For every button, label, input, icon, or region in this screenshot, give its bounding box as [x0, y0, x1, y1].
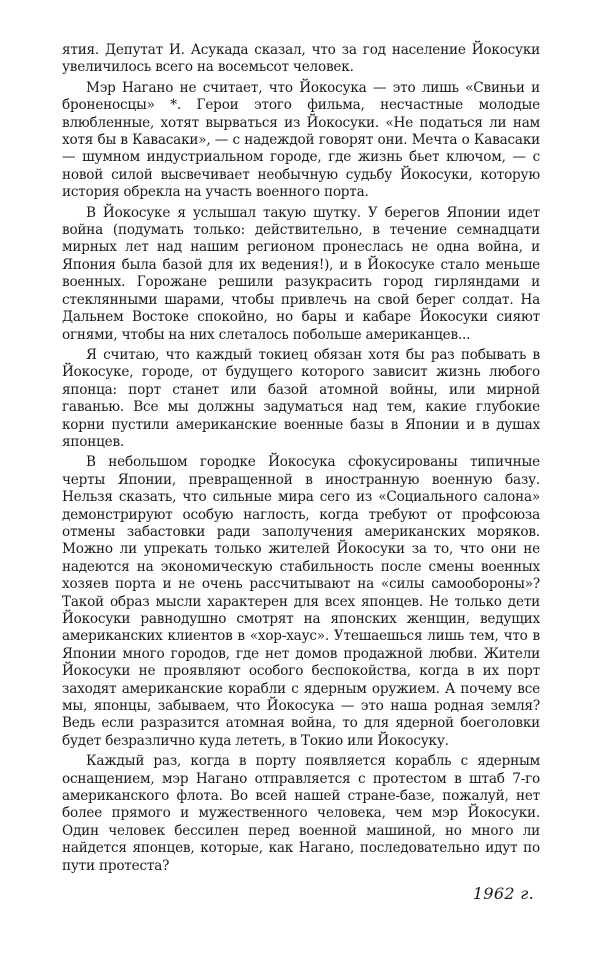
paragraph-mayor-nagano: Мэр Нагано не считает, что Йокосука — это лишь «Свиньи и броненосцы» *. Герои этого фильма, несчастные молодые влюбленные, хотят вырваться из Йокосуки. «Не податься ли нам хотя бы в Кавасаки», — с надеждой говорят они. Мечта о Кавасаки — шумном индустриальном городе, где жизнь бьет ключом, — с новой силой высвечивает необычную судьбу Йокосуки, которую история обрекла на участь военного порта.	[62, 79, 540, 201]
paragraph-tokyo-resident: Я считаю, что каждый токиец обязан хотя бы раз побывать в Йокосуке, городе, от будущего которого зависит жизнь любого японца: порт станет или базой атомной войны, или мирной гаванью. Все мы должны задуматься над тем, какие глубокие корни пустили американские военные базы в Японии и в душах японцев.	[62, 346, 540, 450]
date-signature: 1962 г.	[472, 884, 534, 904]
paragraph-protest: Каждый раз, когда в порту появляется корабль с ядерным оснащением, мэр Нагано отправляется с протестом в штаб 7-го американского флота. Во всей нашей стране-базе, пожалуй, нет более прямого и мужественного человека, чем мэр Йокосуки. Один человек бессилен перед военной машиной, но много ли найдется японцев, которые, как Нагано, последовательно идут по пути протеста?	[62, 753, 540, 874]
paragraph-joke: В Йокосуке я услышал такую шутку. У берегов Японии идет война (подумать только: действительно, в течение семнадцати мирных лет над нашим регионом пронеслась не одна война, и Япония была базой для их ведения!), и в Йокосуке стало меньше военных. Горожане решили разукрасить город гирляндами и стеклянными шарами, чтобы привлечь на свой берег солдат. На Дальнем Востоке спокойно, но бары и кабаре Йокосуки сияют огнями, чтобы на них слеталось побольше американцев...	[62, 204, 540, 343]
book-page	[62, 42, 540, 903]
paragraph-typical-features: В небольшом городке Йокосука сфокусированы типичные черты Японии, превращенной в иностранную военную базу. Нельзя сказать, что сильные мира сего из «Социального салона» демонстрируют особую наглость, когда требуют от профсоюза отмены забастовки ради заполучения американских моряков. Можно ли упрекать только жителей Йокосуки за то, что они не надеются на экономическую стабильность после смены военных хозяев порта и не очень рассчитывают на «силы самообороны»? Такой образ мысли характерен для всех японцев. Не только дети Йокосуки равнодушно смотрят на японских женщин, ведущих американских клиентов в «хор-хаус». Утешаешься лишь тем, что в Японии много городов, где нет домов продажной любви. Жители Йокосуки не проявляют особого беспокойства, когда в их порт заходят американские корабли с ядерным оружием. А почему все мы, японцы, забываем, что Йокосука — это наша родная земля? Ведь если разразится атомная война, то для ядерной боеголовки будет безразлично куда лететь, в Токио или Йокосуку.	[62, 454, 540, 749]
paragraph-continuation: ятия. Депутат И. Асукада сказал, что за год население Йокосуки увеличилось всего на восемьсот человек.	[62, 42, 540, 76]
